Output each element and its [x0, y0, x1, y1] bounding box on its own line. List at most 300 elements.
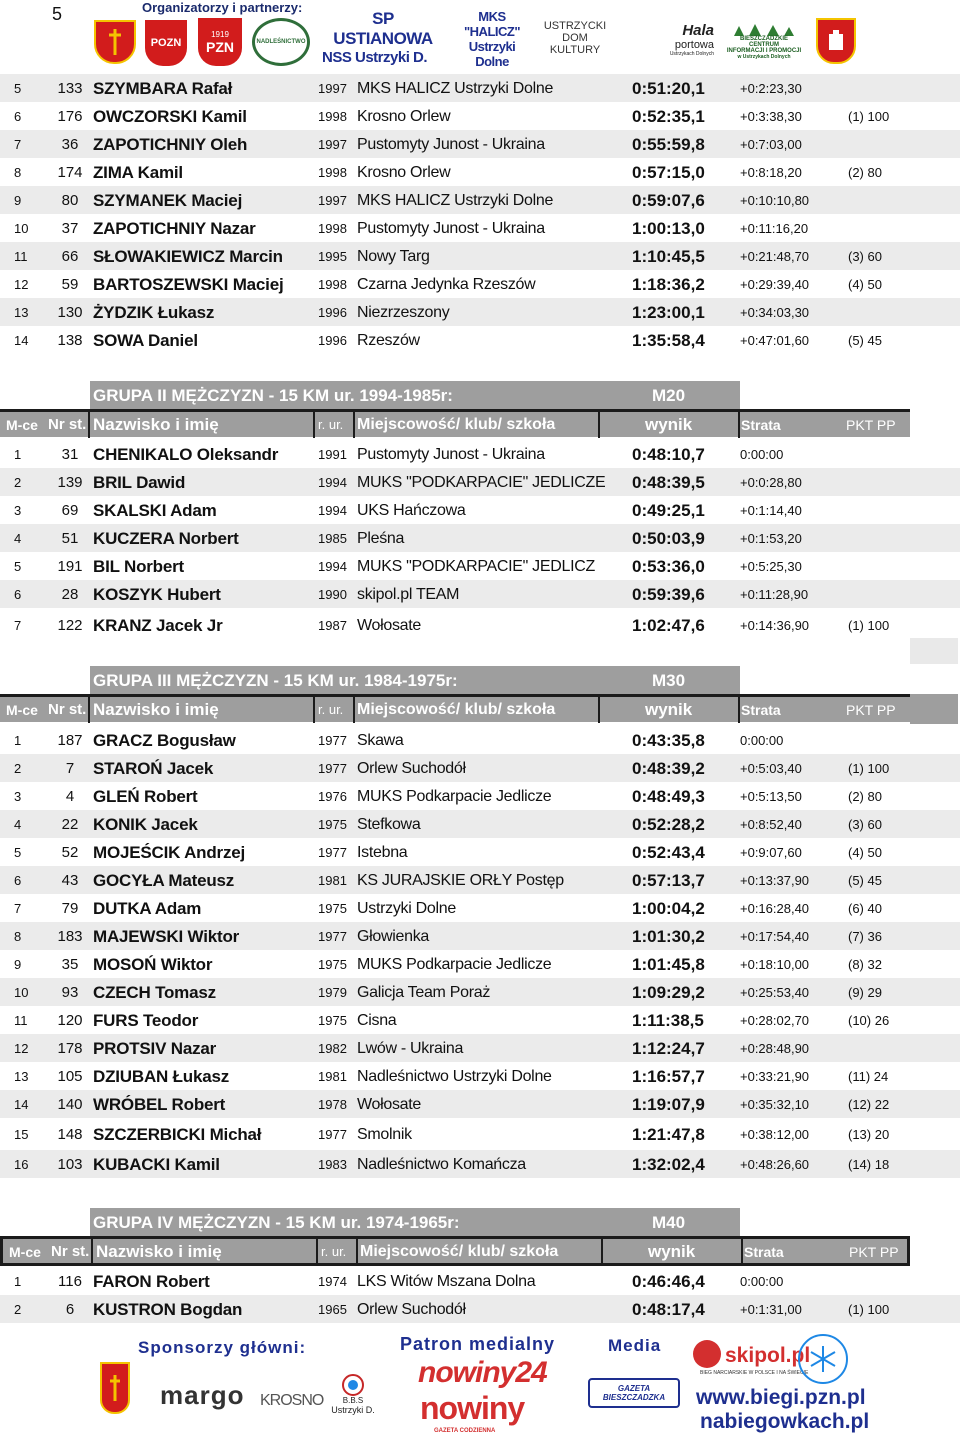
diff-cell: +0:2:23,30 — [740, 81, 802, 96]
header-divider — [88, 412, 90, 438]
result-cell: 1:32:02,4 — [632, 1155, 705, 1174]
skipol-logo: skipol.pl — [725, 1344, 811, 1367]
table-row — [0, 130, 960, 158]
place-cell: 8 — [14, 929, 22, 944]
points-cell: (1) 100 — [848, 618, 890, 633]
header-place: M-ce — [6, 417, 38, 433]
name-cell: ZAPOTICHNIY Oleh — [93, 135, 248, 154]
result-cell: 1:01:30,2 — [632, 927, 705, 946]
name-cell: MAJEWSKI Wiktor — [93, 927, 240, 946]
sponsor-margo: margo — [160, 1380, 245, 1410]
diff-cell: +0:21:48,70 — [740, 249, 810, 264]
diff-cell: +0:7:03,00 — [740, 137, 802, 152]
name-cell: CHENIKALO Oleksandr — [93, 445, 279, 464]
diff-cell: +0:47:01,60 — [740, 333, 810, 348]
bib-cell: 183 — [57, 928, 83, 945]
header-name: Nazwisko i imię — [93, 700, 219, 719]
header-year: r. ur. — [318, 417, 344, 432]
bib-cell: 133 — [57, 80, 83, 97]
bib-cell: 116 — [58, 1273, 82, 1290]
header-bib: Nr st. — [51, 1243, 90, 1260]
place-cell: 9 — [14, 957, 22, 972]
points-cell: (1) 100 — [848, 109, 890, 124]
dom-kultury-logo — [540, 14, 610, 62]
name-cell: KONIK Jacek — [93, 815, 198, 834]
name-cell: FARON Robert — [93, 1272, 210, 1291]
result-cell: 0:59:39,6 — [632, 585, 705, 604]
year-cell: 1985 — [318, 531, 347, 546]
url-nabiegowkach: nabiegowkach.pl — [700, 1410, 870, 1433]
result-cell: 0:48:39,2 — [632, 759, 705, 778]
pozn-logo: POZN — [145, 20, 187, 66]
table-row — [0, 270, 960, 298]
result-cell: 1:23:00,1 — [632, 303, 705, 322]
header-points: PKT PP — [846, 702, 896, 718]
diff-cell: +0:35:32,10 — [740, 1097, 810, 1112]
points-cell: (7) 36 — [848, 929, 882, 944]
diff-cell: 0:00:00 — [740, 733, 784, 748]
result-cell: 0:52:35,1 — [632, 107, 705, 126]
name-cell: KOSZYK Hubert — [93, 585, 221, 604]
gazeta-text: GAZETA BIESZCZADZKA — [602, 1384, 666, 1402]
header-club: Miejscowość/ klub/ szkoła — [357, 416, 556, 433]
year-cell: 1981 — [318, 873, 347, 888]
bib-cell: 51 — [61, 530, 79, 547]
year-cell: 1995 — [318, 249, 347, 264]
place-cell: 5 — [14, 81, 22, 96]
header-divider — [316, 1239, 318, 1265]
result-cell: 0:52:43,4 — [632, 843, 705, 862]
year-cell: 1977 — [318, 761, 347, 776]
club-cell: Smolnik — [357, 1126, 412, 1143]
name-cell: GRACZ Bogusław — [93, 731, 236, 750]
pzn-text: PZN — [206, 38, 234, 55]
year-cell: 1977 — [318, 929, 347, 944]
name-cell: DUTKA Adam — [93, 899, 202, 918]
grey-filler-2 — [910, 694, 958, 724]
mks-halicz-line1: MKS "HALICZ" — [464, 9, 520, 39]
club-cell: Krosno Orlew — [357, 108, 451, 125]
group-3-header — [0, 694, 910, 722]
name-cell: KUCZERA Norbert — [93, 529, 239, 548]
points-cell — [848, 524, 908, 552]
points-cell: (1) 100 — [848, 761, 890, 776]
diff-cell: +0:5:25,30 — [740, 559, 802, 574]
diff-cell: 0:00:00 — [740, 1274, 784, 1289]
header-divider — [88, 697, 90, 723]
table-row — [0, 922, 960, 950]
year-cell: 1981 — [318, 1069, 347, 1084]
points-cell — [848, 440, 908, 468]
bib-cell: 174 — [57, 164, 83, 181]
year-cell: 1977 — [318, 733, 347, 748]
table-row — [0, 552, 960, 580]
group-4-title-bar — [90, 1208, 740, 1236]
bib-cell: 22 — [61, 816, 79, 833]
header-divider — [353, 412, 355, 438]
name-cell: SZCZERBICKI Michał — [93, 1125, 262, 1144]
table-row — [0, 1006, 960, 1034]
name-cell: ZAPOTICHNIY Nazar — [93, 219, 256, 238]
result-cell: 0:46:46,4 — [632, 1272, 705, 1291]
place-cell: 7 — [14, 618, 22, 633]
result-cell: 0:52:28,2 — [632, 815, 705, 834]
header-divider — [313, 697, 315, 723]
table-row — [0, 186, 960, 214]
points-cell: (11) 24 — [848, 1069, 889, 1084]
points-cell: (5) 45 — [848, 873, 882, 888]
points-cell — [848, 1267, 908, 1295]
table-row — [0, 242, 960, 270]
table-row — [0, 866, 960, 894]
table-row — [0, 894, 960, 922]
table-row — [0, 1295, 960, 1323]
club-cell: Istebna — [357, 844, 408, 861]
header-divider — [91, 1239, 93, 1265]
diff-cell: +0:8:52,40 — [740, 817, 802, 832]
header-divider — [313, 412, 315, 438]
club-cell: MUKS "PODKARPACIE" JEDLICZE — [357, 474, 606, 491]
bib-cell: 187 — [57, 732, 83, 749]
year-cell: 1975 — [318, 1013, 347, 1028]
diff-cell: 0:00:00 — [740, 447, 784, 462]
header-divider — [738, 412, 740, 438]
club-cell: MKS HALICZ Ustrzyki Dolne — [357, 80, 554, 97]
name-cell: ŻYDZIK Łukasz — [93, 303, 215, 322]
club-cell: Wołosate — [357, 617, 422, 634]
header-result: wynik — [648, 1242, 696, 1261]
bib-cell: 120 — [57, 1012, 83, 1029]
bib-cell: 138 — [57, 332, 83, 349]
year-cell: 1977 — [318, 845, 347, 860]
nadlesnictwo-text: NADLEŚNICTWO — [256, 39, 306, 45]
year-cell: 1996 — [318, 333, 347, 348]
year-cell: 1996 — [318, 305, 347, 320]
header-divider — [741, 1239, 743, 1265]
result-cell: 1:12:24,7 — [632, 1039, 705, 1058]
points-cell — [848, 580, 908, 608]
group-4-header — [0, 1236, 910, 1266]
diff-cell: +0:28:02,70 — [740, 1013, 810, 1028]
result-cell: 0:59:07,6 — [632, 191, 705, 210]
place-cell: 2 — [14, 1302, 22, 1317]
place-cell: 11 — [14, 1013, 28, 1028]
year-cell: 1987 — [318, 618, 347, 633]
place-cell: 15 — [14, 1127, 29, 1142]
result-cell: 0:48:17,4 — [632, 1300, 705, 1319]
bib-cell: 79 — [61, 900, 79, 917]
group-3-title: GRUPA III MĘŻCZYZN - 15 KM ur. 1984-1975r: — [93, 671, 458, 690]
year-cell: 1998 — [318, 277, 347, 292]
table-row — [0, 580, 960, 608]
bib-cell: 4 — [65, 788, 75, 805]
year-cell: 1997 — [318, 193, 347, 208]
bib-cell: 148 — [57, 1126, 83, 1143]
bcip-line4: w Ustrzykach Dolnych — [737, 54, 791, 60]
table-row — [0, 838, 960, 866]
table-row — [0, 1267, 960, 1295]
diff-cell: +0:1:31,00 — [740, 1302, 802, 1317]
points-cell: (5) 45 — [848, 333, 882, 348]
diff-cell: +0:1:14,40 — [740, 503, 802, 518]
points-cell: (13) 20 — [848, 1127, 890, 1142]
place-cell: 14 — [14, 333, 29, 348]
year-cell: 1997 — [318, 81, 347, 96]
diff-cell: +0:11:28,90 — [740, 587, 809, 602]
bib-cell: 191 — [57, 558, 83, 575]
table-row — [0, 1150, 960, 1178]
result-cell: 1:11:38,5 — [632, 1011, 704, 1030]
result-cell: 0:51:20,1 — [632, 79, 705, 98]
tree-icon — [729, 24, 799, 36]
place-cell: 6 — [14, 873, 22, 888]
bib-cell: 66 — [61, 248, 79, 265]
table-row — [0, 1062, 960, 1090]
year-cell: 1976 — [318, 789, 347, 804]
diff-cell: +0:33:21,90 — [740, 1069, 810, 1084]
table-row — [0, 440, 960, 468]
bib-cell: 59 — [61, 276, 79, 293]
club-cell: skipol.pl TEAM — [357, 586, 460, 603]
mks-halicz-logo — [452, 9, 532, 69]
points-cell — [848, 1034, 908, 1062]
club-cell: Rzeszów — [357, 332, 420, 349]
place-cell: 16 — [14, 1157, 29, 1172]
result-cell: 1:16:57,7 — [632, 1067, 705, 1086]
bcip-line1: BIESZCZADZKIE — [740, 36, 788, 42]
club-cell: Nowy Targ — [357, 248, 430, 265]
group-2-title: GRUPA II MĘŻCZYZN - 15 KM ur. 1994-1985r: — [93, 386, 453, 405]
year-cell: 1978 — [318, 1097, 347, 1112]
points-cell — [848, 214, 908, 242]
points-cell: (4) 50 — [848, 845, 882, 860]
points-cell — [848, 74, 908, 102]
place-cell: 11 — [14, 249, 28, 264]
group-3-category: M30 — [652, 671, 686, 690]
diff-cell: +0:28:48,90 — [740, 1041, 810, 1056]
points-cell: (3) 60 — [848, 249, 882, 264]
name-cell: SŁOWAKIEWICZ Marcin — [93, 247, 283, 266]
name-cell: GOCYŁA Mateusz — [93, 871, 235, 890]
header-points: PKT PP — [849, 1244, 899, 1260]
dom-kultury-line1: USTRZYCKI — [543, 20, 607, 32]
result-cell: 0:55:59,8 — [632, 135, 705, 154]
bib-cell: 130 — [57, 304, 83, 321]
name-cell: SOWA Daniel — [93, 331, 198, 350]
place-cell: 4 — [14, 531, 22, 546]
name-cell: SZYMBARA Rafał — [93, 79, 233, 98]
club-cell: Niezrzeszony — [357, 304, 450, 321]
table-row — [0, 754, 960, 782]
bib-cell: 37 — [61, 220, 79, 237]
sponsor-bbs-logo — [325, 1368, 381, 1420]
name-cell: GLEŃ Robert — [93, 787, 198, 806]
sponsor-krosno: KROSNO — [260, 1392, 324, 1409]
place-cell: 3 — [14, 789, 22, 804]
club-cell: Ustrzyki Dolne — [357, 900, 456, 917]
club-cell: Nadleśnictwo Ustrzyki Dolne — [357, 1068, 552, 1085]
points-cell — [848, 298, 908, 326]
header-diff: Strata — [744, 1244, 784, 1260]
result-cell: 1:00:13,0 — [632, 219, 705, 238]
diff-cell: +0:1:53,20 — [740, 531, 802, 546]
result-cell: 0:48:10,7 — [632, 445, 705, 464]
bib-cell: 43 — [61, 872, 79, 889]
diff-cell: +0:34:03,30 — [740, 305, 810, 320]
bib-cell: 52 — [61, 844, 79, 861]
nowiny-sub: GAZETA CODZIENNA — [434, 1428, 496, 1434]
header-result: wynik — [645, 415, 693, 434]
result-cell: 1:19:07,9 — [632, 1095, 705, 1114]
result-cell: 0:49:25,1 — [632, 501, 705, 520]
diff-cell: +0:29:39,40 — [740, 277, 810, 292]
bib-cell: 28 — [61, 586, 79, 603]
name-cell: KUBACKI Kamil — [93, 1155, 220, 1174]
page-number: 5 — [52, 4, 63, 24]
diff-cell: +0:38:12,00 — [740, 1127, 810, 1142]
bib-cell: 140 — [57, 1096, 83, 1113]
header-divider — [601, 1239, 603, 1265]
header-year: r. ur. — [318, 702, 344, 717]
name-cell: ZIMA Kamil — [93, 163, 183, 182]
year-cell: 1997 — [318, 137, 347, 152]
place-cell: 13 — [14, 1069, 29, 1084]
points-cell — [848, 726, 908, 754]
header-divider — [598, 697, 600, 723]
diff-cell: +0:13:37,90 — [740, 873, 810, 888]
club-cell: Pustomyty Junost - Ukraina — [357, 446, 545, 463]
club-cell: Orlew Suchodół — [357, 760, 466, 777]
club-cell: Nadleśnictwo Komańcza — [357, 1156, 526, 1173]
name-cell: CZECH Tomasz — [93, 983, 216, 1002]
table-row — [0, 468, 960, 496]
place-cell: 7 — [14, 901, 22, 916]
header-bib: Nr st. — [48, 416, 87, 433]
name-cell: SKALSKI Adam — [93, 501, 217, 520]
name-cell: PROTSIV Nazar — [93, 1039, 217, 1058]
bib-cell: 35 — [61, 956, 79, 973]
sp-ustianowa-logo — [322, 8, 444, 66]
club-cell: UKS Hańczowa — [357, 502, 466, 519]
table-row — [0, 1090, 960, 1118]
diff-cell: +0:25:53,40 — [740, 985, 810, 1000]
table-row — [0, 810, 960, 838]
bib-cell: 6 — [65, 1301, 75, 1318]
table-row — [0, 1034, 960, 1062]
points-cell: (3) 60 — [848, 817, 882, 832]
organizers-title: Organizatorzy i partnerzy: — [142, 0, 303, 15]
table-row — [0, 950, 960, 978]
hala-line3: Ustrzykach Dolnych — [669, 50, 714, 57]
club-cell: Galicja Team Poraż — [357, 984, 491, 1001]
hala-portowa-logo — [622, 14, 714, 64]
place-cell: 8 — [14, 165, 22, 180]
year-cell: 1974 — [318, 1274, 347, 1289]
bib-cell: 122 — [57, 617, 83, 634]
header-divider — [598, 412, 600, 438]
header-name: Nazwisko i imię — [93, 415, 219, 434]
name-cell: BRIL Dawid — [93, 473, 186, 492]
place-cell: 5 — [14, 559, 22, 574]
table-row — [0, 298, 960, 326]
bib-cell: 31 — [61, 446, 79, 463]
sponsors-title: Sponsorzy główni: — [138, 1338, 307, 1357]
bib-cell: 36 — [61, 136, 79, 153]
result-cell: 0:57:13,7 — [632, 871, 705, 890]
bib-cell: 103 — [57, 1156, 83, 1173]
pzn-logo — [198, 18, 242, 66]
year-cell: 1975 — [318, 901, 347, 916]
media-title: Media — [608, 1336, 662, 1355]
year-cell: 1979 — [318, 985, 347, 1000]
place-cell: 6 — [14, 587, 22, 602]
diff-cell: +0:5:03,40 — [740, 761, 802, 776]
club-cell: Pleśna — [357, 530, 405, 547]
name-cell: BARTOSZEWSKI Maciej — [93, 275, 284, 294]
year-cell: 1975 — [318, 817, 347, 832]
club-cell: Stefkowa — [357, 816, 421, 833]
result-cell: 0:43:35,8 — [632, 731, 705, 750]
bib-cell: 80 — [61, 192, 79, 209]
bib-cell: 176 — [57, 108, 83, 125]
year-cell: 1994 — [318, 559, 347, 574]
points-cell: (1) 100 — [848, 1302, 890, 1317]
group-2-header — [0, 409, 910, 437]
club-cell: KS JURAJSKIE ORŁY Postęp — [357, 872, 564, 889]
club-cell: MUKS Podkarpacie Jedlicze — [357, 788, 552, 805]
header-place: M-ce — [6, 702, 38, 718]
bib-cell: 93 — [61, 984, 79, 1001]
table-row — [0, 978, 960, 1006]
bbs-icon — [338, 1374, 368, 1396]
year-cell: 1975 — [318, 957, 347, 972]
points-cell: (12) 22 — [848, 1097, 890, 1112]
year-cell: 1994 — [318, 503, 347, 518]
place-cell: 6 — [14, 109, 22, 124]
table-row — [0, 726, 960, 754]
club-cell: MKS HALICZ Ustrzyki Dolne — [357, 192, 554, 209]
bcip-line3: INFORMACJI I PROMOCJI — [726, 48, 802, 54]
header-divider — [356, 1239, 358, 1265]
hala-line2: portowa — [674, 38, 714, 51]
header-bib: Nr st. — [48, 701, 87, 718]
place-cell: 3 — [14, 503, 22, 518]
result-cell: 1:02:47,6 — [632, 616, 705, 635]
year-cell: 1982 — [318, 1041, 347, 1056]
diff-cell: +0:9:07,60 — [740, 845, 802, 860]
place-cell: 1 — [14, 447, 22, 462]
url-biegi: www.biegi.pzn.pl — [696, 1386, 866, 1409]
year-cell: 1977 — [318, 1127, 347, 1142]
club-cell: MUKS "PODKARPACIE" JEDLICZ — [357, 558, 595, 575]
dom-kultury-line3: KULTURY — [549, 44, 601, 56]
bbs-line1: B.B.S — [342, 1395, 364, 1405]
result-cell: 1:10:45,5 — [632, 247, 705, 266]
diff-cell: +0:18:10,00 — [740, 957, 810, 972]
result-cell: 1:21:47,8 — [632, 1125, 705, 1144]
bib-cell: 178 — [57, 1040, 83, 1057]
points-cell — [848, 186, 908, 214]
club-cell: Czarna Jedynka Rzeszów — [357, 276, 536, 293]
points-cell: (2) 80 — [848, 165, 882, 180]
header-year: r. ur. — [321, 1244, 347, 1259]
crest-icon — [94, 20, 136, 64]
club-cell: MUKS Podkarpacie Jedlicze — [357, 956, 552, 973]
bib-cell: 7 — [65, 760, 75, 777]
club-cell: Krosno Orlew — [357, 164, 451, 181]
bieszczadzkie-centrum-logo — [720, 18, 808, 66]
name-cell: FURS Teodor — [93, 1011, 199, 1030]
